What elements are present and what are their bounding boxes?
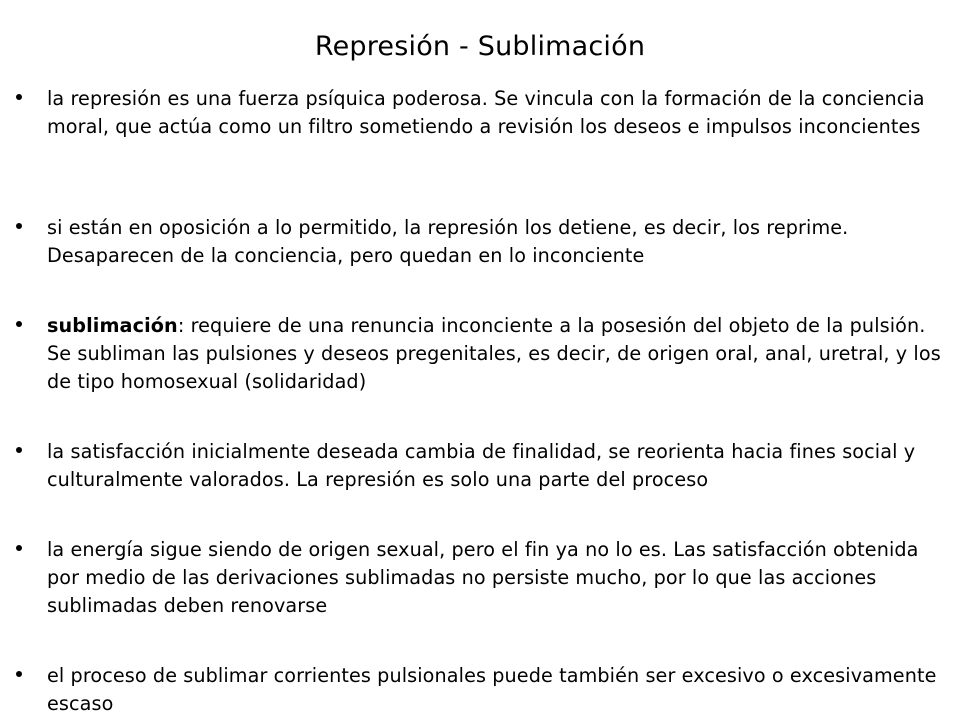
bullet-dot <box>16 545 22 551</box>
bullet-text <box>47 85 947 141</box>
bullet-dot <box>16 223 22 229</box>
bullet-text <box>47 536 947 620</box>
bullet-lead: sublimación <box>47 314 178 337</box>
bullet-dot <box>16 94 22 100</box>
bullet-dot <box>16 671 22 677</box>
bullet-body: : requiere de una renuncia inconciente a la posesión del objeto de la pulsión. Se subliman las pulsiones y deseos pregenitales, es decir, de origen oral, anal, uretral, y los de tipo homosexual (solidaridad) <box>47 314 941 393</box>
bullet-text <box>47 662 947 718</box>
bullet-dot <box>16 321 22 327</box>
bullet-body: la energía sigue siendo de origen sexual, pero el fin ya no lo es. Las satisfacción obtenida por medio de las derivaciones sublimadas no persiste mucho, por lo que las acciones sublimadas deben renovarse <box>47 538 919 617</box>
bullet-body: el proceso de sublimar corrientes pulsionales puede también ser excesivo o excesivamente escaso <box>47 664 937 715</box>
bullet-dot <box>16 447 22 453</box>
bullet-text <box>47 438 947 494</box>
bullet-body: la satisfacción inicialmente deseada cambia de finalidad, se reorienta hacia fines social y culturalmente valorados. La represión es solo una parte del proceso <box>47 440 916 491</box>
bullet-text <box>47 312 947 396</box>
bullet-text <box>47 214 947 270</box>
slide-title: Represión - Sublimación <box>314 31 646 62</box>
bullet-body: si están en oposición a lo permitido, la represión los detiene, es decir, los reprime. Desaparecen de la conciencia, pero quedan en lo inconciente <box>47 216 849 267</box>
bullet-body: la represión es una fuerza psíquica poderosa. Se vincula con la formación de la conciencia moral, que actúa como un filtro sometiendo a revisión los deseos e impulsos inconcientes <box>47 87 925 138</box>
